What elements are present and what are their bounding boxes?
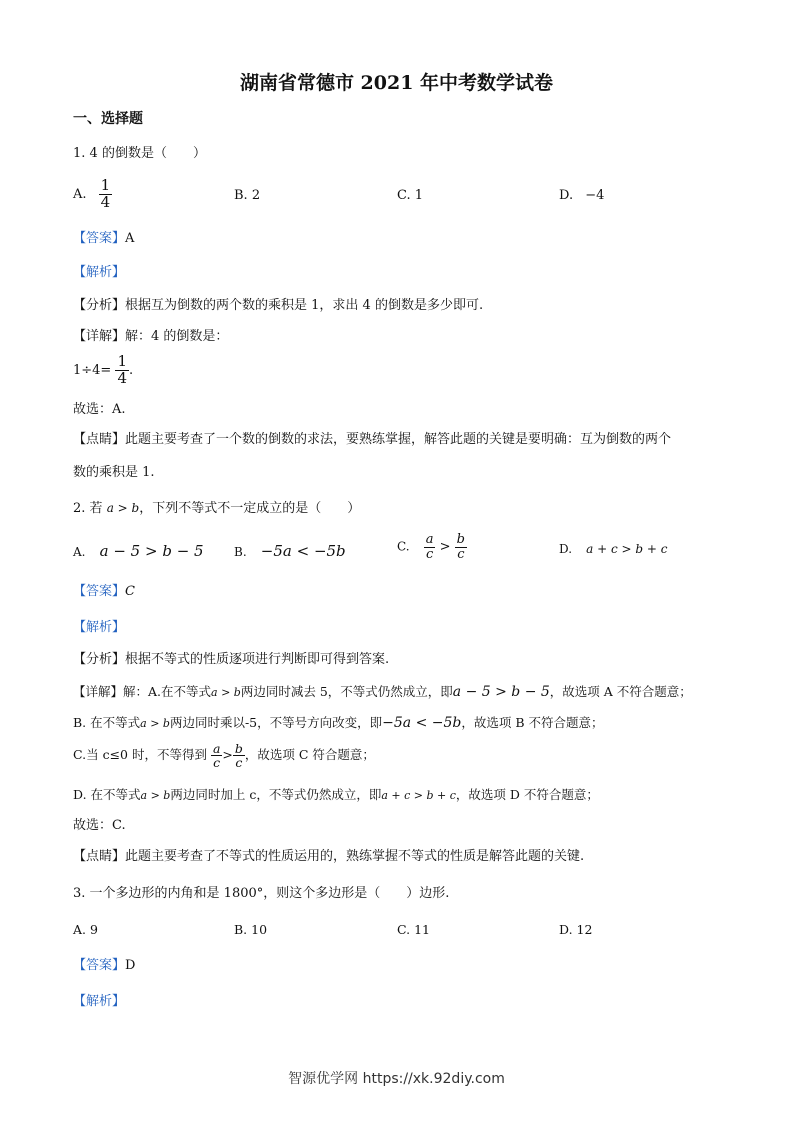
dianjing-text: 此题主要考查了不等式的性质运用的，熟练掌握不等式的性质是解答此题的关键. (125, 849, 585, 864)
fraction-numerator: 1 (117, 352, 128, 370)
calc-fraction (115, 354, 129, 387)
fraction-numerator: 1 (100, 176, 111, 194)
fraction-numerator: b (456, 532, 465, 547)
q1-choose: 故选：A. (73, 402, 126, 417)
q2-fenxi (73, 652, 389, 668)
q2-option-c (397, 533, 467, 561)
q2-option-c-label: C. (397, 539, 410, 554)
q2-xiangjie-line1 (73, 684, 692, 701)
dianjing-text: 此题主要考查了一个数的倒数的求法，要熟练掌握，解答此题的关键是要明确：互为倒数的两个 (125, 432, 672, 447)
q1-option-a-label: A. (73, 186, 87, 202)
xiangjie-text: 两边同时加上 c，不等式仍然成立，即 (170, 787, 382, 802)
q2-dianjing (73, 849, 584, 865)
fraction-denominator: 4 (100, 192, 111, 211)
q2-option-c-gt: > (439, 539, 451, 555)
q1-answer (73, 231, 134, 247)
xiangjie-frac-right (233, 742, 245, 769)
xiangjie-text: 两边同时乘以-5，不等号方向改变，即 (169, 715, 383, 730)
xiangjie-text: ，故选项 D 不符合题意； (455, 787, 599, 802)
xiangjie-text: ，故选项 B 不符合题意； (461, 715, 604, 730)
fraction-denominator: c (425, 546, 434, 562)
q3-option-c: C. 11 (397, 922, 430, 937)
xiangjie-expression: a + c > b + c (381, 789, 456, 802)
q3-option-b: B. 10 (234, 922, 268, 937)
q1-option-a-fraction (99, 178, 113, 211)
q1-option-a (73, 178, 112, 211)
xiangjie-text: ，故选项 C 符合题意； (244, 747, 375, 763)
xiangjie-condition: a > b (211, 686, 241, 699)
q2-xiangjie-line3 (73, 742, 375, 769)
q2-choose: 故选：C. (73, 818, 126, 833)
q2-option-c-frac-left (424, 533, 436, 561)
q1-calculation (73, 354, 133, 387)
q1-option-d-value: −4 (585, 188, 605, 203)
xiangjie-gt: > (222, 747, 233, 763)
q2-xiangjie-line2 (73, 715, 604, 732)
q1-option-c: C. 1 (397, 188, 424, 203)
fraction-numerator: a (212, 741, 221, 756)
xiangjie-text: D. 在不等式 (73, 787, 141, 802)
answer-value: D (125, 958, 136, 973)
answer-value: A (125, 231, 135, 246)
q1-dianjing (73, 432, 671, 448)
answer-tag: 【答案】 (73, 584, 126, 599)
footer-watermark: 智源优学网 https://xk.92diy.com (288, 1071, 505, 1087)
q2-xiangjie-line4 (73, 787, 599, 802)
q1-fenxi (73, 298, 483, 314)
fenxi-tag: 【分析】 (73, 652, 126, 667)
answer-tag: 【答案】 (73, 231, 126, 246)
q1-xiangjie (73, 329, 228, 345)
q1-option-d-label: D. (559, 188, 574, 203)
page-title: 湖南省常德市 2021 年中考数学试卷 (239, 72, 554, 94)
q2-answer (73, 584, 135, 600)
q2-option-a-label: A. (73, 545, 86, 559)
q2-option-a-expr: a − 5 > b − 5 (99, 542, 204, 560)
q2-option-d-label: D. (559, 542, 573, 556)
q2-option-b-label: B. (234, 545, 247, 559)
q3-analysis-tag: 【解析】 (73, 994, 126, 1009)
fenxi-tag: 【分析】 (73, 298, 126, 313)
q2-analysis-tag: 【解析】 (73, 620, 126, 635)
q2-option-d (559, 542, 667, 558)
q2-option-d-expr: a + c > b + c (586, 542, 668, 556)
fenxi-text: 根据互为倒数的两个数的乘积是 1，求出 4 的倒数是多少即可. (125, 298, 484, 313)
dianjing-tag: 【点睛】 (73, 849, 126, 864)
section-heading: 一、选择题 (73, 111, 143, 127)
xiangjie-condition: a > b (140, 789, 171, 802)
q2-option-c-frac-right (455, 533, 467, 561)
q2-option-a (73, 542, 204, 561)
fraction-denominator: c (213, 755, 221, 771)
calc-left: 1÷4= (73, 362, 112, 378)
q2-option-b (234, 542, 346, 561)
q2-stem (73, 501, 360, 517)
xiangjie-expression: a − 5 > b − 5 (452, 684, 550, 700)
xiangjie-text: 解：4 的倒数是： (125, 329, 229, 344)
q2-stem-suffix: ，下列不等式不一定成立的是（ ） (139, 501, 361, 516)
q3-option-a: A. 9 (73, 922, 98, 937)
calc-end: . (129, 362, 134, 378)
xiangjie-condition: a > b (140, 717, 170, 730)
q3-stem: 3. 一个多边形的内角和是 1800°，则这个多边形是（ ）边形. (73, 886, 450, 901)
xiangjie-tag: 【详解】 (73, 684, 124, 699)
xiangjie-text: B. 在不等式 (73, 715, 141, 730)
xiangjie-text: 两边同时减去 5，不等式仍然成立，即 (240, 684, 453, 699)
xiangjie-tag: 【详解】 (73, 329, 126, 344)
xiangjie-expression: −5a < −5b (382, 715, 462, 731)
answer-value: C (125, 584, 135, 599)
fenxi-text: 根据不等式的性质逐项进行判断即可得到答案. (125, 652, 390, 667)
xiangjie-text: ，故选项 A 不符合题意； (549, 684, 692, 699)
xiangjie-frac-left (211, 742, 222, 769)
answer-tag: 【答案】 (73, 958, 126, 973)
fraction-numerator: a (425, 532, 434, 547)
q3-option-d: D. 12 (559, 922, 593, 937)
fraction-denominator: c (235, 755, 243, 771)
xiangjie-text: 解：A.在不等式 (123, 684, 212, 699)
q2-stem-prefix: 2. 若 (73, 501, 103, 516)
q3-answer (73, 958, 135, 974)
q1-stem: 1. 4 的倒数是（ ） (73, 146, 206, 161)
fraction-denominator: c (457, 546, 465, 562)
q1-analysis-tag: 【解析】 (73, 265, 126, 280)
q1-option-b: B. 2 (234, 188, 261, 203)
q1-dianjing-cont: 数的乘积是 1. (73, 465, 155, 480)
xiangjie-text: C.当 c≤0 时，不等得到 (73, 747, 207, 763)
fraction-denominator: 4 (117, 368, 128, 387)
dianjing-tag: 【点睛】 (73, 432, 126, 447)
q2-stem-condition: a > b (106, 501, 140, 515)
q2-option-b-expr: −5a < −5b (260, 542, 346, 560)
fraction-numerator: b (234, 741, 243, 756)
q1-option-d (559, 188, 604, 204)
